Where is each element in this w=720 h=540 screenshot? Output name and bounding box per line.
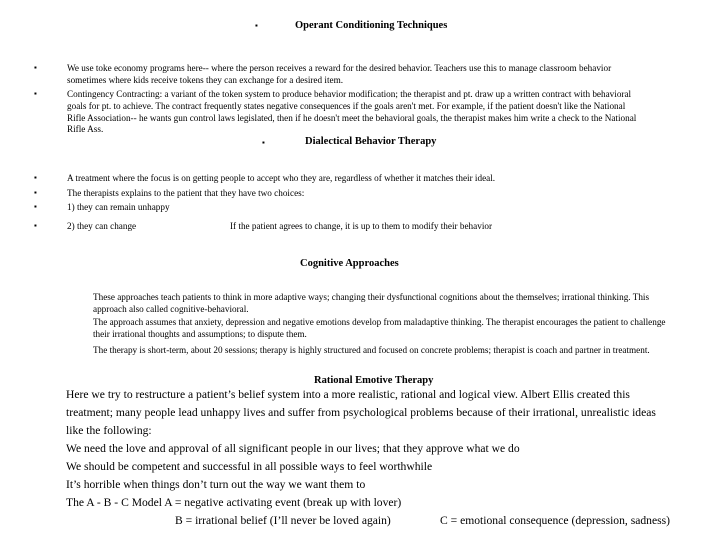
bullet: ▪ [262,138,265,147]
text-line: like the following: [66,424,152,437]
text-line: B = irrational belief (I’ll never be loved again) [175,514,391,527]
text-line: Contingency Contracting: a variant of the token system to produce behavior modification; the therapist and pt. draw up a written contract with behavioral [67,89,632,99]
text-line: A treatment where the focus is on getting people to accept who they are, regardless of whether it matches their ideal. [67,173,496,183]
bullet: ▪ [34,63,37,72]
bullet: ▪ [34,89,37,98]
heading-operant: Operant Conditioning Techniques [295,20,448,31]
text-line: If the patient agrees to change, it is up to them to modify their behavior [230,221,493,231]
text-line: The therapy is short-term, about 20 sessions; therapy is highly structured and focused on concrete problems; therapist is coach and partner in treatment. [93,345,650,355]
bullet: ▪ [34,188,37,197]
heading-cognitive: Cognitive Approaches [300,258,399,269]
bullet: ▪ [34,202,37,211]
bullet: ▪ [255,21,258,30]
text-line: We should be competent and successful in all possible ways to feel worthwhile [66,460,433,473]
text-line: The A - B - C Model A = negative activating event (break up with lover) [66,496,402,509]
bullet: ▪ [34,221,37,230]
text-line: 2) they can change [67,221,137,231]
text-line: approach also called cognitive-behavioral. [93,304,249,314]
text-line: treatment; many people lead unhappy lives and suffer from psychological problems because of their irrational, unrealistic ideas [66,406,656,419]
text-line: It’s horrible when things don’t turn out the way we want them to [66,478,366,491]
text-line: These approaches teach patients to think in more adaptive ways; changing their dysfunctional cognitions about the themselves; irrational thinking. This [93,292,650,302]
text-line: The approach assumes that anxiety, depression and negative emotions develop from maladaptive thinking. The therapist encourages the patient to challenge [93,317,666,327]
text-line: Rifle Ass. [67,124,104,134]
bullet: ▪ [34,173,37,182]
text-line: goals for pt. to achieve. The contract frequently states negative consequences if the goals aren't met. For example, if the patient doesn't like the National [67,101,626,111]
heading-dbt: Dialectical Behavior Therapy [305,136,437,147]
text-line: We need the love and approval of all significant people in our lives; that they approve what we do [66,442,520,455]
text-line: C = emotional consequence (depression, sadness) [440,514,670,527]
text-line: The therapists explains to the patient that they have two choices: [67,188,305,198]
text-line: Here we try to restructure a patient’s belief system into a more realistic, rational and logical view. Albert Ellis created this [66,388,630,401]
text-line: 1) they can remain unhappy [67,202,170,212]
heading-ret: Rational Emotive Therapy [314,375,434,386]
text-line: sometimes where kids receive tokens they can exchange for a desired item. [67,75,344,85]
text-line: We use toke economy programs here-- where the person receives a reward for the desired behavior. Teachers use this to manage classroom behavior [67,63,612,73]
text-line: their irrational thoughts and assumptions; to dispute them. [93,329,307,339]
text-line: Rifle Association-- he wants gun control laws legislated, then if he doesn't meet the behavioral goals, the therapist makes him write a check to the National [67,113,637,123]
